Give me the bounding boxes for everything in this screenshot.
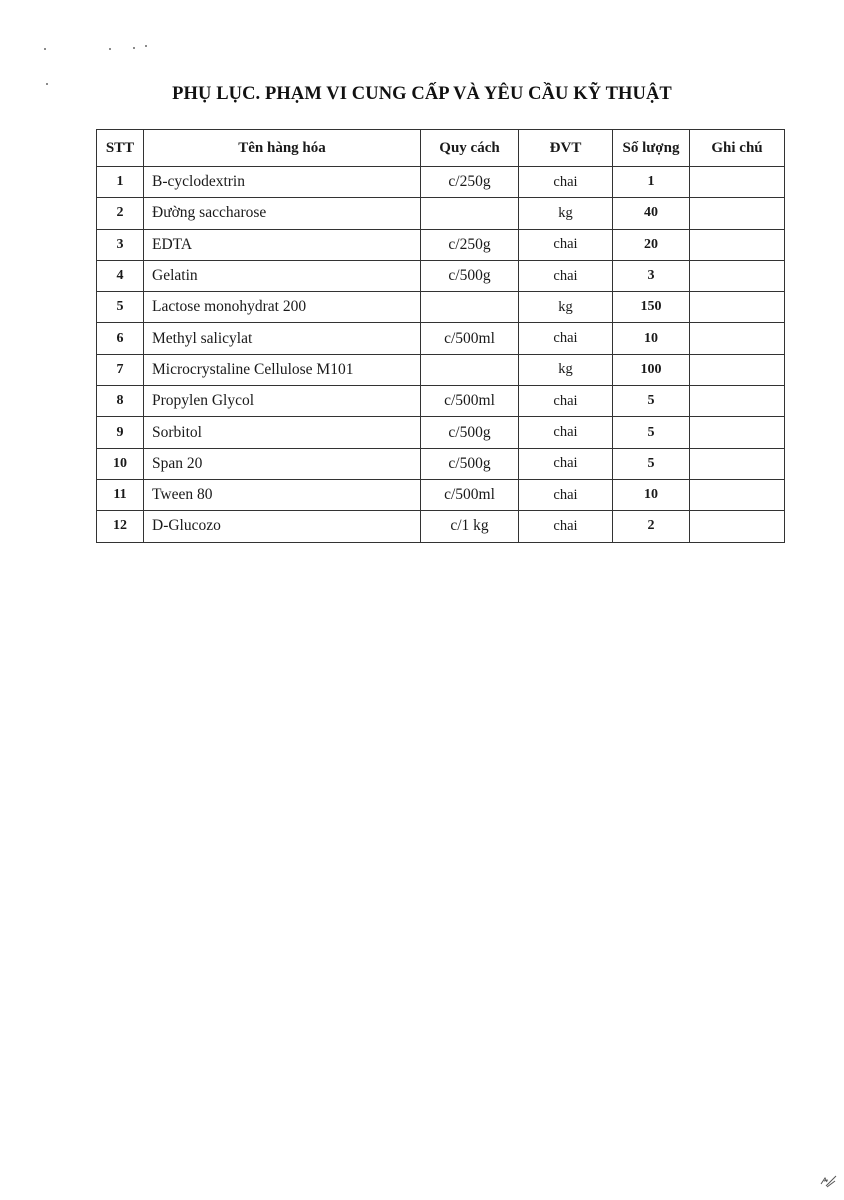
table-header-row	[97, 130, 785, 167]
header-spec: Quy cách	[421, 130, 519, 167]
cell-stt: 4	[97, 260, 144, 291]
cell-note	[690, 386, 785, 417]
cell-spec: c/250g	[421, 167, 519, 198]
cell-note	[690, 448, 785, 479]
cell-note	[690, 511, 785, 542]
cell-unit: chai	[519, 448, 613, 479]
cell-spec: c/500g	[421, 417, 519, 448]
cell-stt: 7	[97, 354, 144, 385]
cell-stt: 12	[97, 511, 144, 542]
table-row	[97, 167, 785, 198]
cell-name: Tween 80	[144, 479, 421, 510]
cell-qty: 10	[613, 323, 690, 354]
cell-name: Lactose monohydrat 200	[144, 292, 421, 323]
header-qty: Số lượng	[613, 130, 690, 167]
table-row	[97, 229, 785, 260]
cell-spec	[421, 292, 519, 323]
table-row	[97, 386, 785, 417]
scan-speck	[44, 48, 46, 50]
cell-stt: 8	[97, 386, 144, 417]
cell-name: Propylen Glycol	[144, 386, 421, 417]
cell-name: B-cyclodextrin	[144, 167, 421, 198]
cell-name: Đường saccharose	[144, 198, 421, 229]
cell-name: Span 20	[144, 448, 421, 479]
cell-stt: 6	[97, 323, 144, 354]
cell-qty: 3	[613, 260, 690, 291]
cell-name: Methyl salicylat	[144, 323, 421, 354]
scan-speck	[145, 45, 147, 47]
header-stt: STT	[97, 130, 144, 167]
cell-qty: 100	[613, 354, 690, 385]
cell-qty: 40	[613, 198, 690, 229]
cell-note	[690, 323, 785, 354]
cell-note	[690, 198, 785, 229]
cell-qty: 5	[613, 417, 690, 448]
cell-spec	[421, 198, 519, 229]
supply-table	[96, 129, 785, 543]
cell-spec: c/500g	[421, 448, 519, 479]
table-row	[97, 448, 785, 479]
cell-qty: 10	[613, 479, 690, 510]
table-row	[97, 511, 785, 542]
cell-note	[690, 229, 785, 260]
cell-note	[690, 292, 785, 323]
cell-note	[690, 479, 785, 510]
document-title: PHỤ LỤC. PHẠM VI CUNG CẤP VÀ YÊU CẦU KỸ THUẬT	[172, 84, 672, 104]
cell-note	[690, 354, 785, 385]
cell-stt: 5	[97, 292, 144, 323]
cell-stt: 10	[97, 448, 144, 479]
header-note: Ghi chú	[690, 130, 785, 167]
table-row	[97, 479, 785, 510]
table-row	[97, 198, 785, 229]
table-row	[97, 323, 785, 354]
cell-unit: chai	[519, 167, 613, 198]
cell-qty: 1	[613, 167, 690, 198]
cell-unit: kg	[519, 354, 613, 385]
header-name: Tên hàng hóa	[144, 130, 421, 167]
table-row	[97, 417, 785, 448]
table-body	[97, 167, 785, 543]
cell-unit: chai	[519, 417, 613, 448]
cell-spec: c/1 kg	[421, 511, 519, 542]
cell-unit: kg	[519, 292, 613, 323]
cell-unit: chai	[519, 479, 613, 510]
cell-note	[690, 260, 785, 291]
cell-spec: c/500ml	[421, 479, 519, 510]
cell-name: Gelatin	[144, 260, 421, 291]
cell-note	[690, 167, 785, 198]
cell-spec: c/500g	[421, 260, 519, 291]
handwritten-initials-icon	[818, 1172, 838, 1190]
cell-stt: 9	[97, 417, 144, 448]
header-unit: ĐVT	[519, 130, 613, 167]
cell-stt: 2	[97, 198, 144, 229]
cell-qty: 150	[613, 292, 690, 323]
cell-name: Microcrystaline Cellulose M101	[144, 354, 421, 385]
scan-speck	[133, 47, 135, 49]
cell-unit: chai	[519, 229, 613, 260]
cell-qty: 5	[613, 386, 690, 417]
cell-unit: kg	[519, 198, 613, 229]
scan-speck	[109, 48, 111, 50]
cell-qty: 5	[613, 448, 690, 479]
table-row	[97, 260, 785, 291]
cell-stt: 3	[97, 229, 144, 260]
cell-spec	[421, 354, 519, 385]
cell-unit: chai	[519, 260, 613, 291]
cell-unit: chai	[519, 386, 613, 417]
cell-stt: 11	[97, 479, 144, 510]
cell-unit: chai	[519, 511, 613, 542]
cell-qty: 20	[613, 229, 690, 260]
cell-name: Sorbitol	[144, 417, 421, 448]
table-row	[97, 354, 785, 385]
cell-qty: 2	[613, 511, 690, 542]
cell-stt: 1	[97, 167, 144, 198]
table-row	[97, 292, 785, 323]
cell-note	[690, 417, 785, 448]
cell-name: EDTA	[144, 229, 421, 260]
cell-spec: c/500ml	[421, 386, 519, 417]
cell-spec: c/500ml	[421, 323, 519, 354]
cell-spec: c/250g	[421, 229, 519, 260]
cell-unit: chai	[519, 323, 613, 354]
cell-name: D-Glucozo	[144, 511, 421, 542]
